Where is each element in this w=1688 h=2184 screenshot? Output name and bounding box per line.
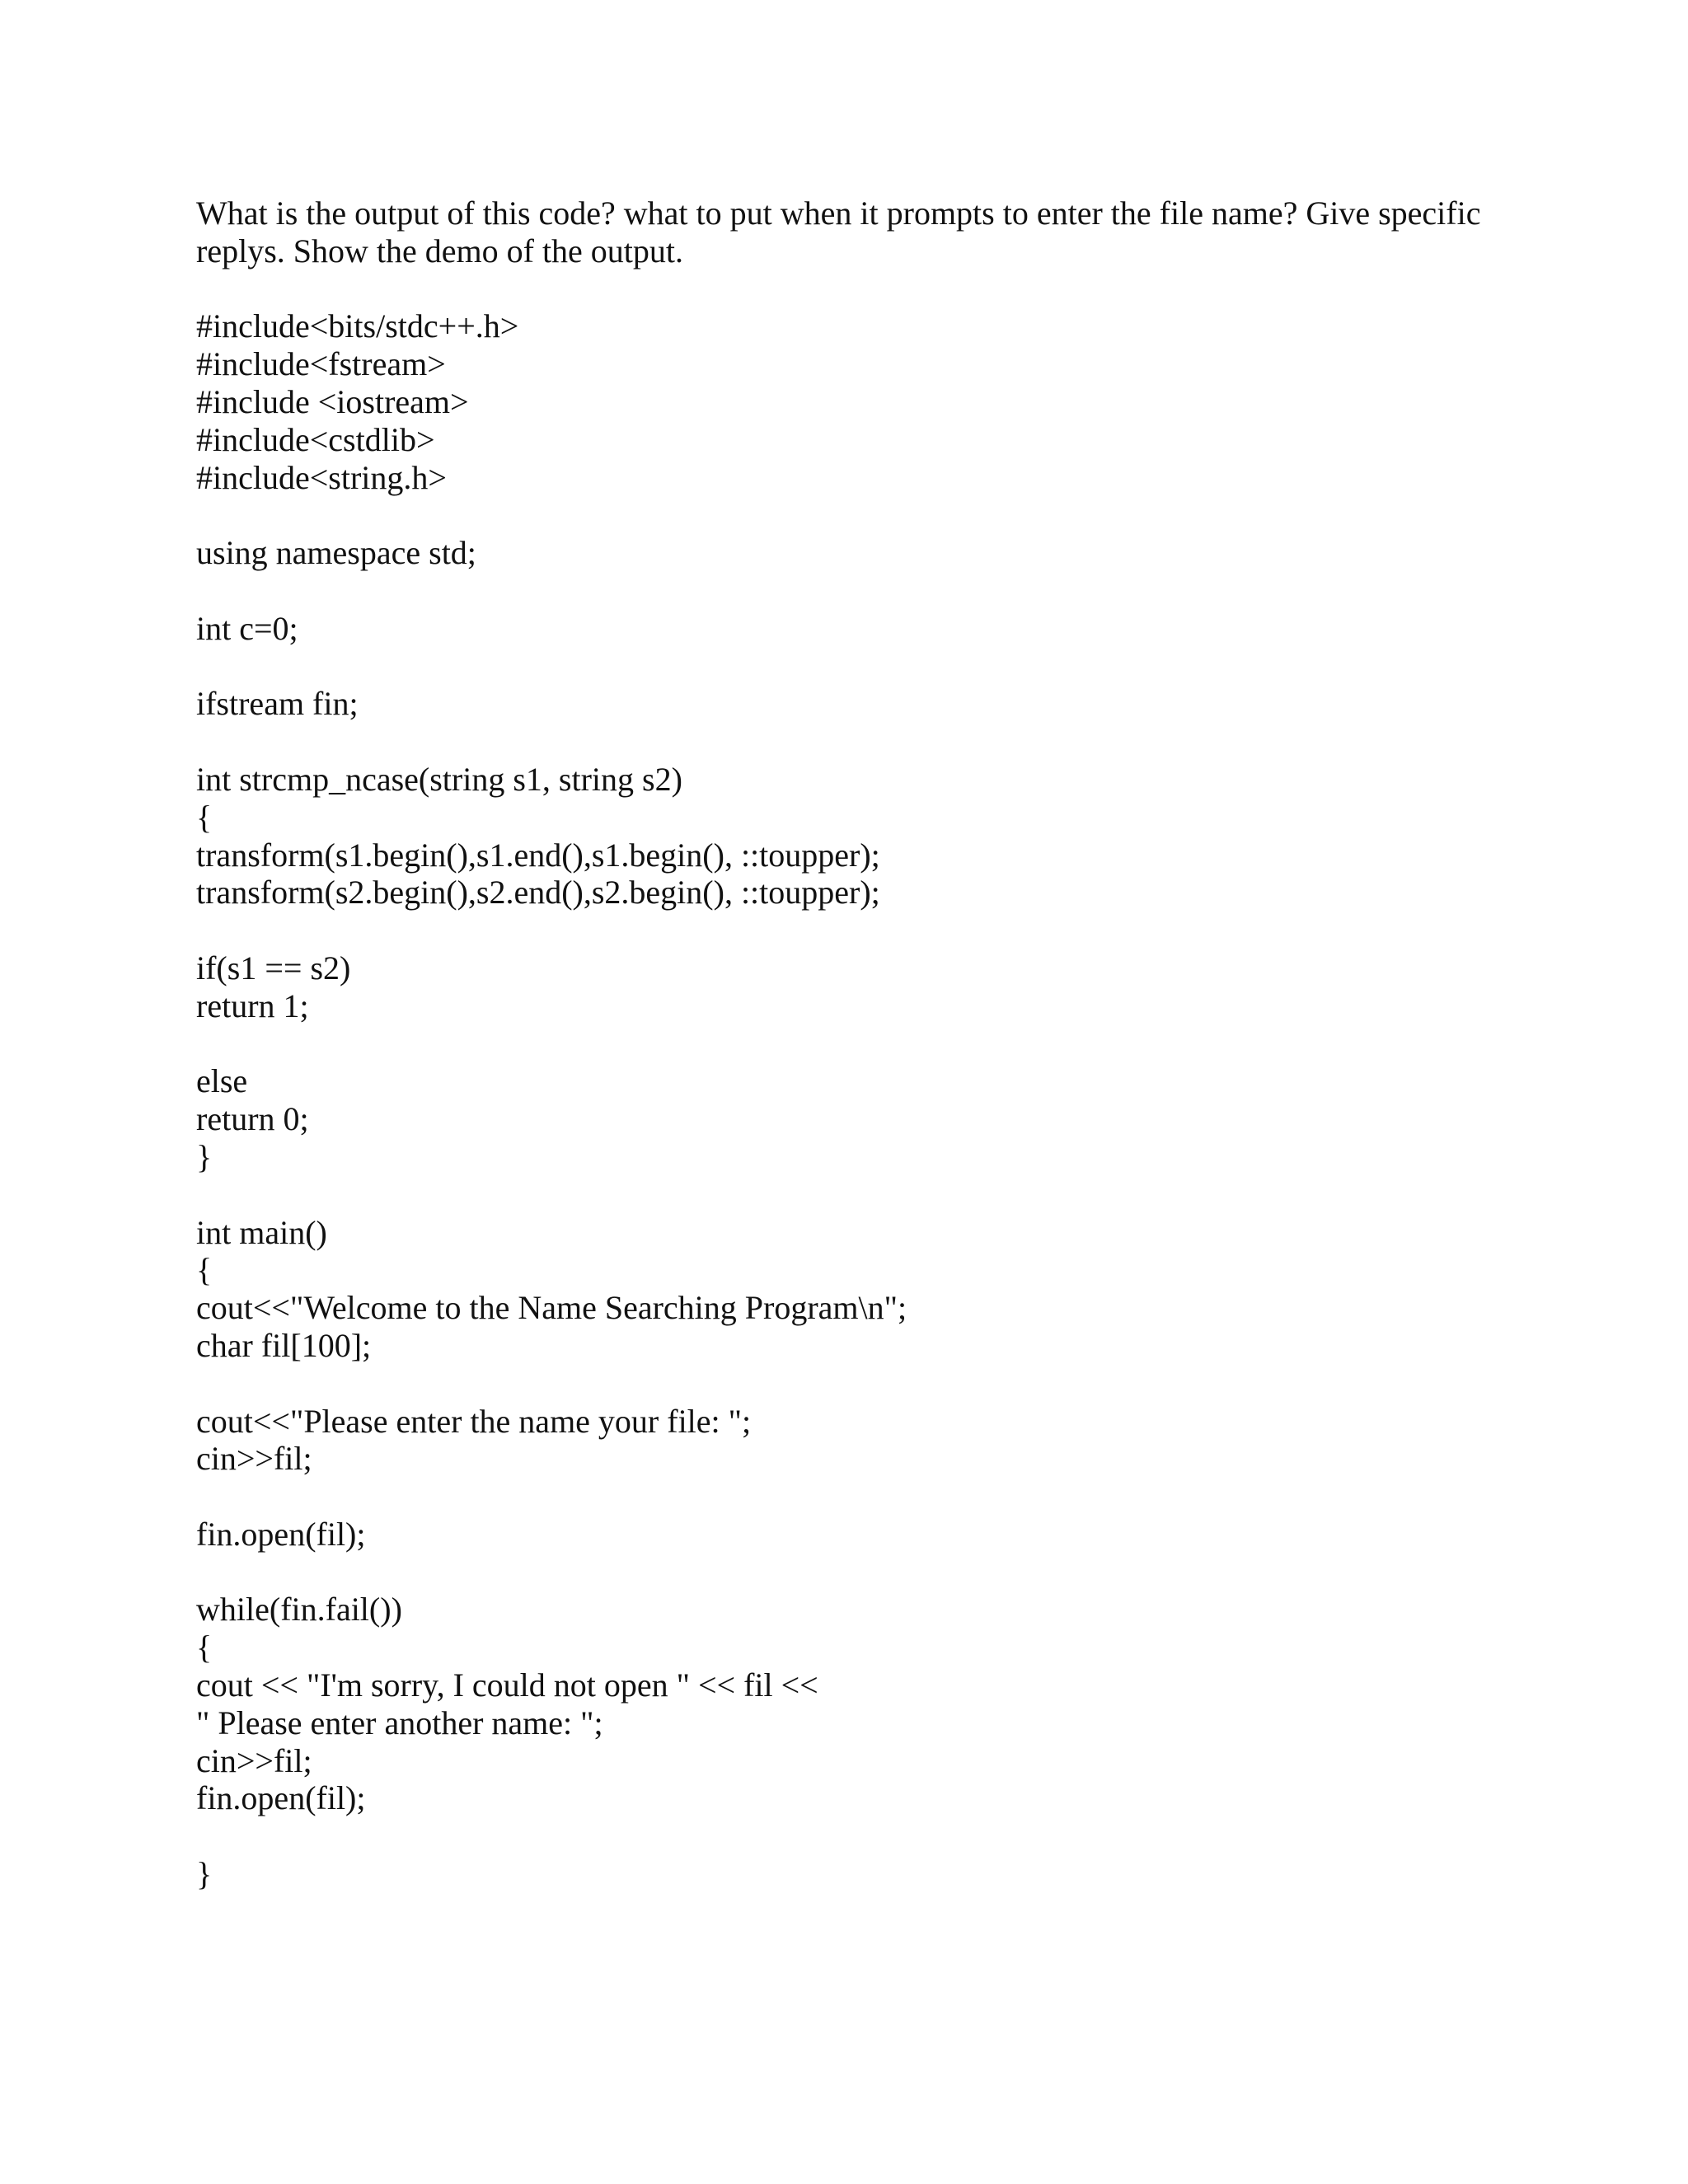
open-brace-line: {: [196, 798, 213, 836]
fin-open-line: fin.open(fil);: [196, 1515, 366, 1553]
fin-open-line: fin.open(fil);: [196, 1779, 366, 1817]
open-brace-line: {: [196, 1251, 213, 1289]
cin-line: cin>>fil;: [196, 1440, 312, 1478]
include-line: #include<cstdlib>: [196, 420, 435, 458]
spacer: [196, 572, 1523, 610]
return-line: return 1;: [196, 987, 309, 1024]
spacer: [196, 1176, 1523, 1214]
ifstream-line: ifstream fin;: [196, 685, 359, 723]
cout-sorry-line: cout << "I'm sorry, I could not open " << fil <<: [196, 1666, 818, 1704]
spacer: [196, 1365, 1523, 1403]
cout-welcome-line: cout<<"Welcome to the Name Searching Program\n";: [196, 1289, 907, 1327]
close-brace-line: }: [196, 1855, 213, 1893]
else-line: else: [196, 1062, 248, 1100]
int-c-line: int c=0;: [196, 609, 298, 647]
spacer: [196, 270, 1523, 308]
spacer: [196, 1478, 1523, 1516]
main-signature-line: int main(): [196, 1213, 327, 1251]
include-line: #include<fstream>: [196, 345, 446, 383]
spacer: [196, 912, 1523, 949]
spacer: [196, 1817, 1523, 1855]
spacer: [196, 723, 1523, 761]
spacer: [196, 1025, 1523, 1063]
if-line: if(s1 == s2): [196, 949, 351, 987]
spacer: [196, 648, 1523, 686]
question-line-1: What is the output of this code? what to put when it prompts to enter the file name? Give specific: [196, 194, 1481, 232]
using-namespace-line: using namespace std;: [196, 534, 476, 572]
include-line: #include <iostream>: [196, 382, 469, 420]
close-brace-line: }: [196, 1137, 213, 1175]
include-line: #include<bits/stdc++.h>: [196, 307, 519, 345]
cin-line: cin>>fil;: [196, 1741, 312, 1779]
spacer: [196, 1554, 1523, 1591]
include-line: #include<string.h>: [196, 458, 447, 496]
strcmp-signature-line: int strcmp_ncase(string s1, string s2): [196, 760, 682, 798]
transform-line: transform(s1.begin(),s1.end(),s1.begin(), ::toupper);: [196, 836, 880, 874]
return-line: return 0;: [196, 1100, 309, 1138]
char-fil-line: char fil[100];: [196, 1326, 372, 1364]
cout-prompt-line: cout<<"Please enter the name your file: ";: [196, 1402, 752, 1440]
question-line-2: replys. Show the demo of the output.: [196, 232, 684, 269]
spacer: [196, 496, 1523, 534]
while-line: while(fin.fail()): [196, 1591, 402, 1629]
open-brace-line: {: [196, 1629, 213, 1666]
document-body: [196, 194, 1523, 1893]
cout-sorry-continuation-line: " Please enter another name: ";: [196, 1704, 603, 1741]
transform-line: transform(s2.begin(),s2.end(),s2.begin(), ::toupper);: [196, 874, 880, 912]
